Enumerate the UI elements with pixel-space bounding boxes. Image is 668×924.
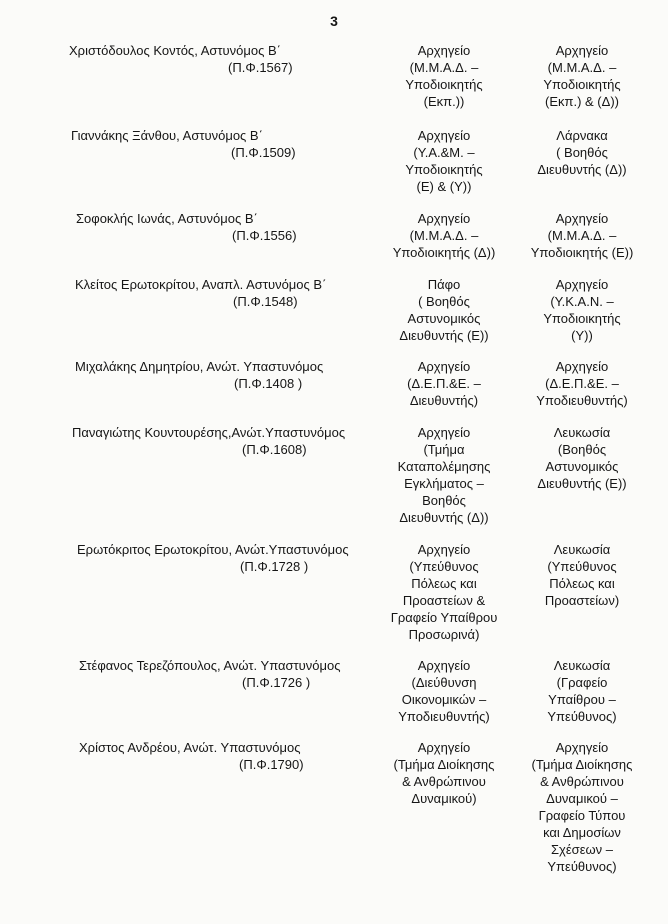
- current-posting: Αρχηγείο (Διεύθυνση Οικονομικών – Υποδιευθυντής): [398, 658, 490, 724]
- officer-name: Κλείτος Ερωτοκρίτου, Αναπλ. Αστυνόμος Β΄: [75, 277, 327, 292]
- current-posting: Αρχηγείο (Τμήμα Καταπολέμησης Εγκλήματος – Βοηθός Διευθυντής (Δ)): [397, 425, 491, 525]
- new-posting: Λευκωσία (Γραφείο Υπαίθρου – Υπεύθυνος): [547, 658, 617, 724]
- officer-code: (Π.Φ.1726 ): [242, 675, 311, 690]
- current-posting: Αρχηγείο (Τμήμα Διοίκησης & Ανθρώπινου Δυναμικού): [393, 740, 495, 806]
- officer-name: Στέφανος Τερεζόπουλος, Ανώτ. Υπαστυνόμος: [79, 658, 341, 673]
- new-posting: Αρχηγείο (Μ.Μ.Α.Δ. – Υποδιοικητής (Εκπ.) & (Δ)): [543, 43, 621, 109]
- current-posting: Αρχηγείο (Μ.Μ.Α.Δ. – Υποδιοικητής (Δ)): [392, 211, 496, 260]
- new-posting: Λευκωσία (Υπεύθυνος Πόλεως και Προαστείων): [544, 542, 620, 608]
- officer-name: Μιχαλάκης Δημητρίου, Ανώτ. Υπαστυνόμος: [75, 359, 324, 374]
- officer-code: (Π.Φ.1608): [242, 442, 307, 457]
- officer-name: Χριστόδουλος Κοντός, Αστυνόμος Β΄: [69, 43, 281, 58]
- officer-code: (Π.Φ.1556): [232, 228, 297, 243]
- current-posting: Αρχηγείο (Μ.Μ.Α.Δ. – Υποδιοικητής (Εκπ.)): [405, 43, 483, 109]
- current-posting: Αρχηγείο (Υ.Α.&Μ. – Υποδιοικητής (Ε) & (Υ)): [405, 128, 483, 194]
- officer-code: (Π.Φ.1567): [228, 60, 293, 75]
- officer-code: (Π.Φ.1408 ): [234, 376, 303, 391]
- current-posting: Αρχηγείο (Υπεύθυνος Πόλεως και Προαστείων & Γραφείο Υπαίθρου Προσωρινά): [390, 542, 498, 642]
- officer-name: Χρίστος Ανδρέου, Ανώτ. Υπαστυνόμος: [79, 740, 301, 755]
- officer-name: Σοφοκλής Ιωνάς, Αστυνόμος Β΄: [76, 211, 258, 226]
- current-posting: Πάφο ( Βοηθός Αστυνομικός Διευθυντής (Ε)): [399, 277, 489, 343]
- new-posting: Αρχηγείο (Τμήμα Διοίκησης & Ανθρώπινου Δυναμικού – Γραφείο Τύπου και Δημοσίων Σχέσεων – Υπεύθυνος): [531, 740, 633, 874]
- officer-code: (Π.Φ.1548): [233, 294, 298, 309]
- officer-code: (Π.Φ.1509): [231, 145, 296, 160]
- officer-name: Ερωτόκριτος Ερωτοκρίτου, Ανώτ.Υπαστυνόμος: [77, 542, 349, 557]
- new-posting: Αρχηγείο (Δ.Ε.Π.&Ε. – Υποδιευθυντής): [536, 359, 628, 408]
- new-posting: Αρχηγείο (Μ.Μ.Α.Δ. – Υποδιοικητής (Ε)): [530, 211, 634, 260]
- new-posting: Λευκωσία (Βοηθός Αστυνομικός Διευθυντής (Ε)): [537, 425, 627, 491]
- new-posting: Αρχηγείο (Υ.Κ.Α.Ν. – Υποδιοικητής (Υ)): [543, 277, 621, 343]
- new-posting: Λάρνακα ( Βοηθός Διευθυντής (Δ)): [537, 128, 627, 177]
- officer-code: (Π.Φ.1728 ): [240, 559, 309, 574]
- officer-code: (Π.Φ.1790): [239, 757, 304, 772]
- current-posting: Αρχηγείο (Δ.Ε.Π.&Ε. – Διευθυντής): [407, 359, 481, 408]
- page-number: 3: [330, 13, 338, 29]
- officer-name: Γιαννάκης Ξάνθου, Αστυνόμος Β΄: [71, 128, 263, 143]
- officer-name: Παναγιώτης Κουντουρέσης,Ανώτ.Υπαστυνόμος: [72, 425, 346, 440]
